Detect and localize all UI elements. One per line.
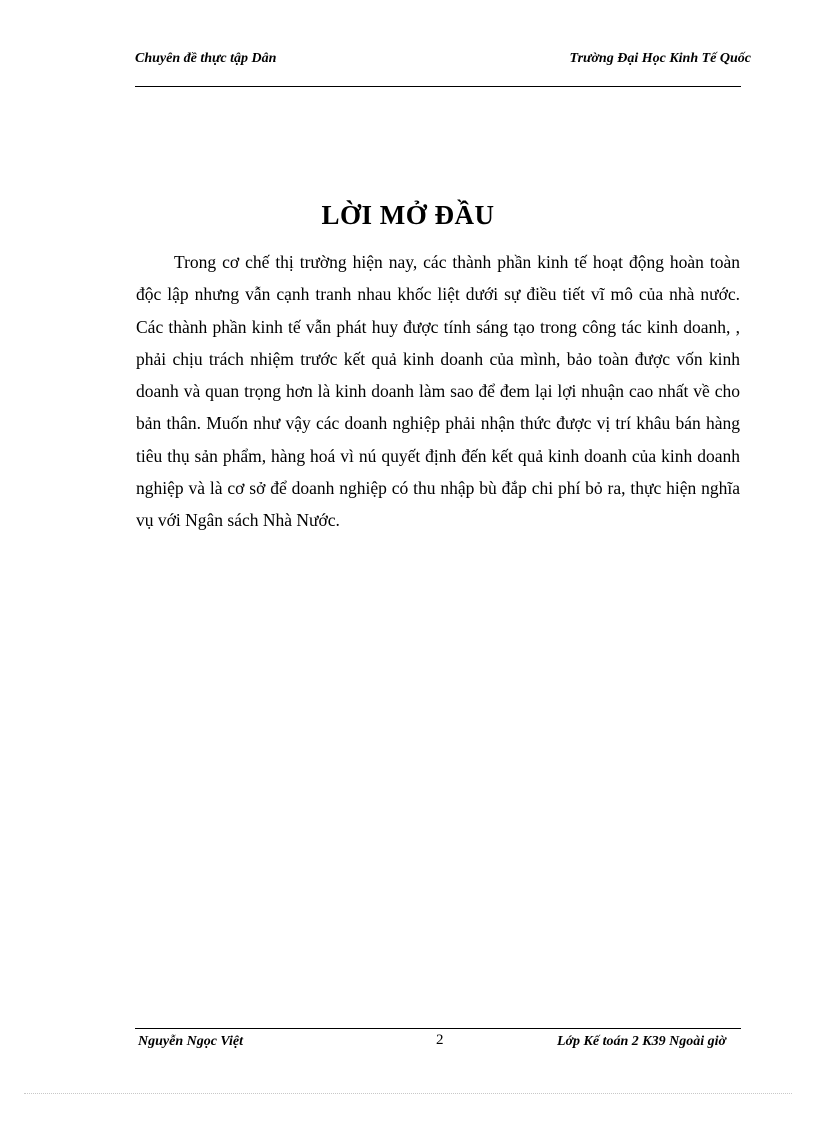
header-university-name: Trường Đại Học Kinh Tế Quốc (569, 51, 751, 66)
footer-page-number: 2 (436, 1032, 444, 1048)
intro-paragraph: Trong cơ chế thị trường hiện nay, các thành phần kinh tế hoạt động hoàn toàn độc lập nhưng vẫn cạnh tranh nhau khốc liệt dưới sự điều tiết vĩ mô của nhà nước. Các thành phần kinh tế vẫn phát huy được tính sáng tạo trong công tác kinh doanh, , phải chịu trách nhiệm trước kết quả kinh doanh của mình, bảo toàn được vốn kinh doanh và quan trọng hơn là kinh doanh làm sao để đem lại lợi nhuận cao nhất về cho bản thân. Muốn như vậy các doanh nghiệp phải nhận thức được vị trí khâu bán hàng tiêu thụ sản phẩm, hàng hoá vì nú quyết định đến kết quả kinh doanh của kinh doanh nghiệp và là cơ sở để doanh nghiệp có thu nhập bù đắp chi phí bỏ ra, thực hiện nghĩa vụ với Ngân sách Nhà Nước. (136, 252, 740, 531)
page-bottom-edge (24, 1093, 792, 1094)
page-footer (135, 1028, 741, 1055)
page-header (135, 50, 751, 87)
footer-class-name: Lớp Kế toán 2 K39 Ngoài giờ (556, 1034, 726, 1049)
page-title: LỜI MỞ ĐẦU (321, 200, 495, 230)
header-document-type: Chuyên đề thực tập Dân (135, 51, 277, 66)
footer-author: Nguyễn Ngọc Việt (138, 1034, 243, 1049)
